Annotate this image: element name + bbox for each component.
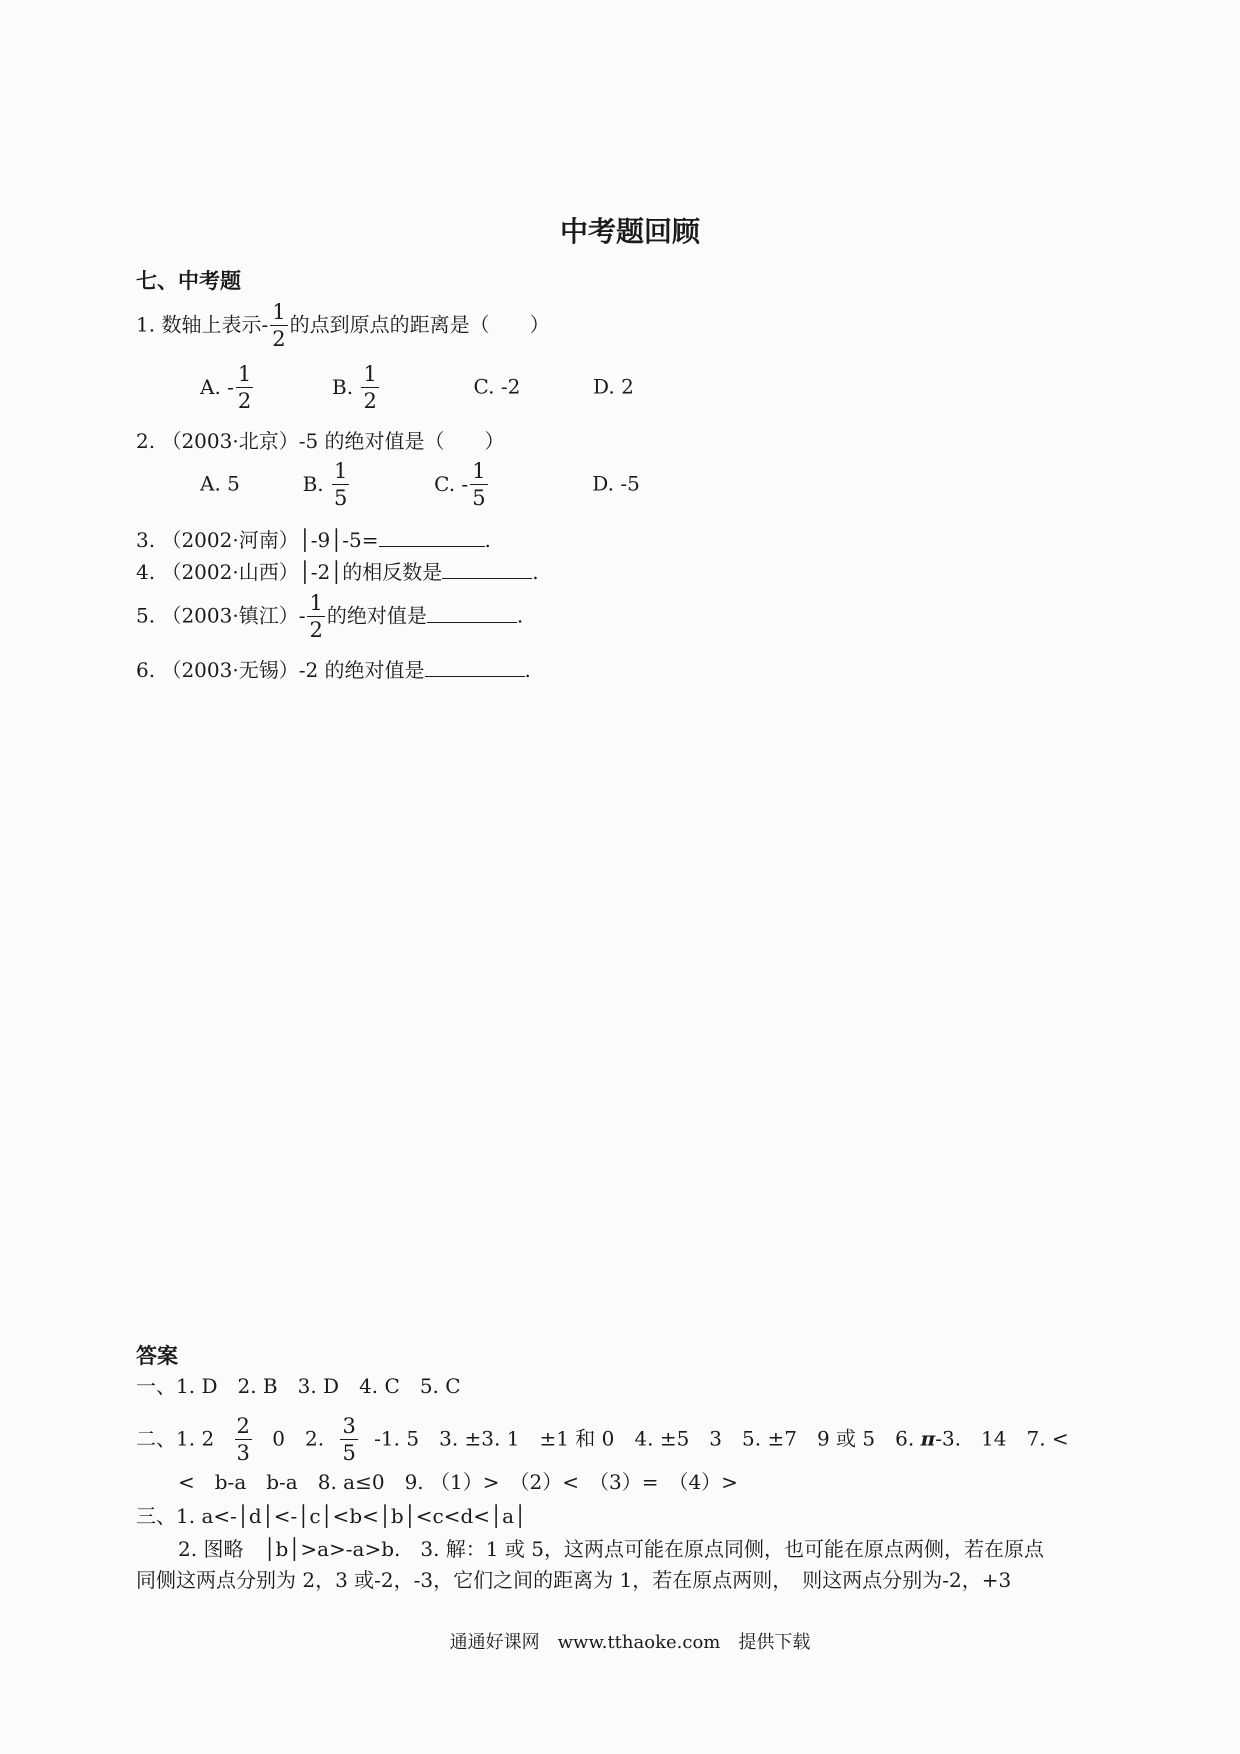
answer-blank[interactable] <box>379 526 485 547</box>
question-3-end: . <box>484 528 491 552</box>
fraction-numerator: 1 <box>309 591 323 615</box>
fraction <box>361 364 378 412</box>
fraction <box>236 364 253 412</box>
option-c <box>434 459 489 510</box>
fraction-denominator: 2 <box>237 389 252 413</box>
answer-blank[interactable] <box>442 558 532 579</box>
question-4 <box>136 558 539 585</box>
fraction <box>340 1416 357 1464</box>
question-5-end: . <box>516 603 524 628</box>
question-4-end: . <box>532 560 539 584</box>
answer-line-3: < b-a b-a 8. a≤0 9. （1）> （2）< （3）= （4）> <box>178 1470 738 1494</box>
question-4-text: 4. （2002·山西）│-2│的相反数是 <box>136 560 443 584</box>
question-6 <box>136 656 531 683</box>
fraction-numerator: 1 <box>237 362 252 386</box>
fraction <box>235 1416 252 1464</box>
option-a <box>200 362 255 413</box>
question-2-options <box>200 461 640 509</box>
question-5-prefix: 5. （2003·镇江）- <box>136 603 306 628</box>
answer-blank[interactable] <box>425 656 525 677</box>
footer-text: 通通好课网 www.tthaoke.com 提供下载 <box>449 1632 811 1653</box>
fraction <box>470 461 487 509</box>
question-6-text: 6. （2003·无锡）-2 的绝对值是 <box>136 658 425 682</box>
fraction-denominator: 2 <box>309 618 323 642</box>
answer-line-6: 同侧这两点分别为 2，3 或-2，-3，它们之间的距离为 1，若在原点两则， 则这两点分别为-2，+3 <box>136 1568 1012 1592</box>
option-b-label: B. <box>302 471 324 496</box>
option-d: D. 2 <box>593 374 634 399</box>
fraction <box>332 461 349 509</box>
answer-text: 0 2. <box>272 1426 325 1451</box>
fraction-numerator: 1 <box>363 362 377 386</box>
option-d: D. -5 <box>592 471 640 496</box>
answer-text: 二、1. 2 <box>136 1426 215 1451</box>
fraction-numerator: 1 <box>472 459 486 483</box>
fraction-numerator: 3 <box>342 1414 356 1438</box>
page-title: 中考题回顾 <box>559 215 700 248</box>
fraction-denominator: 5 <box>334 486 348 510</box>
question-1-suffix: 的点到原点的距离是（ ） <box>289 312 550 337</box>
section-heading: 七、中考题 <box>136 269 241 293</box>
fraction-denominator: 2 <box>272 327 286 351</box>
answer-text: -1. 5 3. ±3. 1 ±1 和 0 4. ±5 3 5. ±7 9 或 5 6. <box>374 1426 915 1451</box>
fraction-numerator: 2 <box>236 1414 250 1438</box>
question-3-text: 3. （2002·河南）│-9│-5= <box>136 528 379 552</box>
pi-symbol: π <box>920 1426 936 1451</box>
answer-line-4: 三、1. a<-│d│<-│c│<b<│b│<c<d<│a│ <box>136 1504 527 1528</box>
answer-blank[interactable] <box>427 602 517 623</box>
answer-text: -3. 14 7. < <box>935 1426 1069 1451</box>
question-3 <box>136 526 491 553</box>
option-b <box>332 362 381 413</box>
option-b <box>302 459 352 510</box>
fraction-denominator: 5 <box>472 486 486 510</box>
question-5 <box>136 593 523 641</box>
option-c-label: C. - <box>434 471 469 496</box>
option-b-label: B. <box>332 374 354 399</box>
fraction-numerator: 1 <box>334 459 348 483</box>
question-1-prefix: 1. 数轴上表示- <box>136 312 269 337</box>
question-1 <box>136 302 550 350</box>
option-a: A. 5 <box>200 471 240 496</box>
question-1-options <box>200 364 634 412</box>
fraction-denominator: 2 <box>363 389 377 413</box>
fraction <box>307 593 324 641</box>
question-5-suffix: 的绝对值是 <box>326 603 427 628</box>
option-a-label: A. - <box>200 374 234 399</box>
answer-line-5: 2. 图略 │b│>a>-a>b. 3. 解：1 或 5，这两点可能在原点同侧，也可能在原点两侧，若在原点 <box>178 1537 1044 1561</box>
fraction-denominator: 3 <box>236 1441 250 1465</box>
answers-title: 答案 <box>136 1344 178 1368</box>
fraction-numerator: 1 <box>272 300 286 324</box>
answer-line-2 <box>136 1416 1069 1464</box>
answer-line-1: 一、1. D 2. B 3. D 4. C 5. C <box>136 1374 461 1398</box>
option-c: C. -2 <box>473 374 521 399</box>
fraction-denominator: 5 <box>342 1441 356 1465</box>
question-6-end: . <box>524 658 531 682</box>
question-2: 2. （2003·北京）-5 的绝对值是（ ） <box>136 429 505 453</box>
fraction <box>270 302 287 350</box>
